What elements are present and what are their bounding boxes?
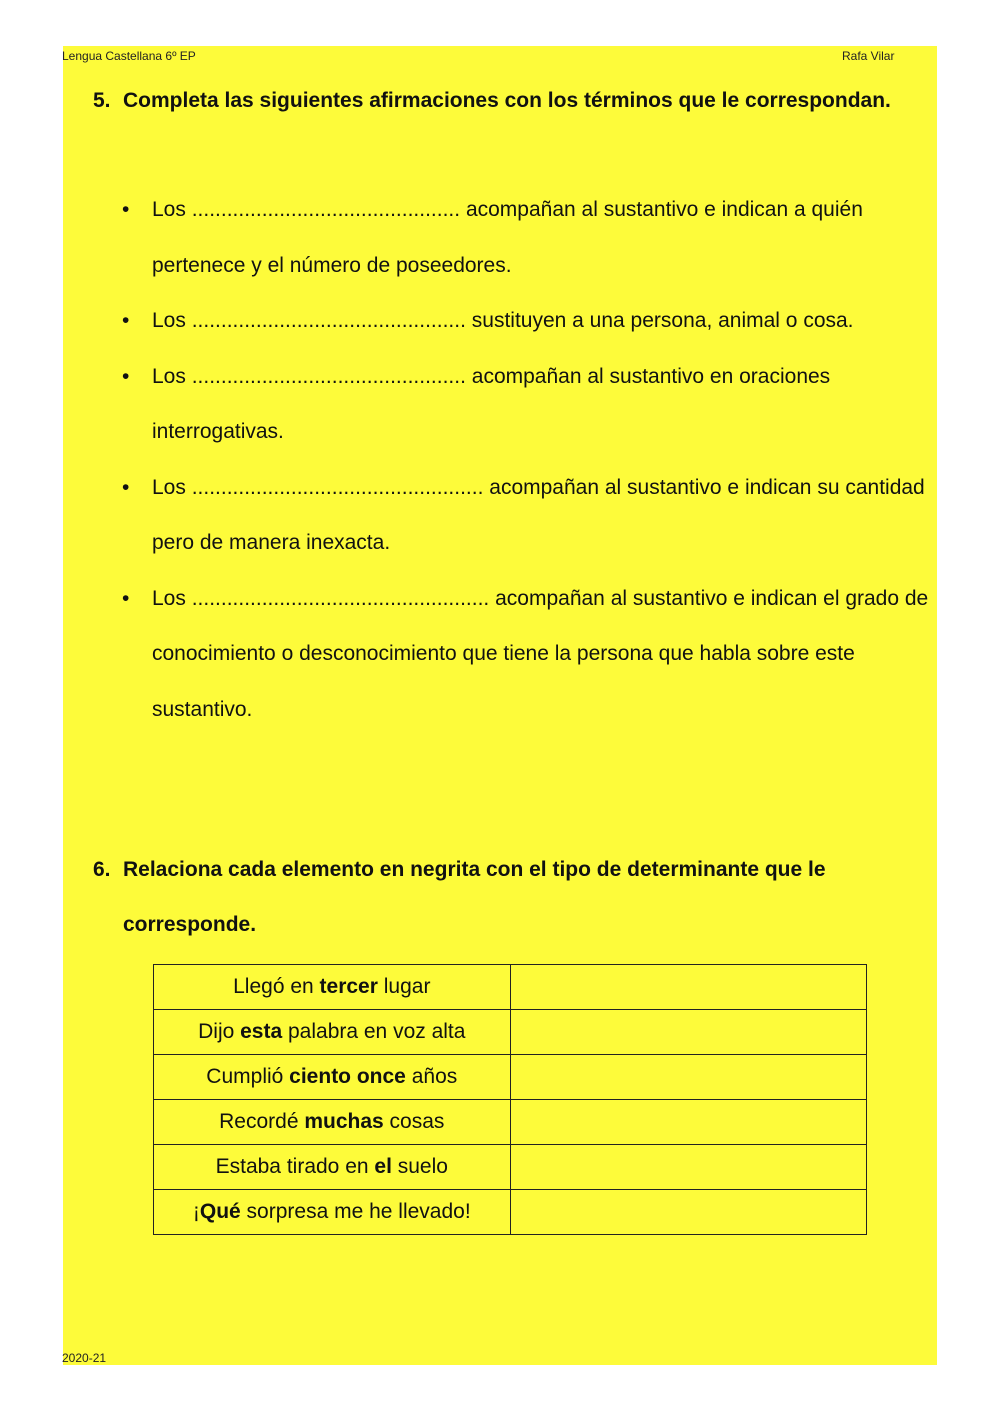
sentence-after: años bbox=[405, 1065, 458, 1088]
statement-text: acompañan al sustantivo e indican a quién pertenece y el número de poseedores. bbox=[152, 198, 863, 277]
statement-lead: Los bbox=[152, 364, 186, 388]
sentence-bold-word: muchas bbox=[304, 1110, 384, 1133]
sentence-cell bbox=[154, 1100, 511, 1145]
statement-lead: Los bbox=[152, 475, 186, 499]
sentence-before: Llegó en bbox=[233, 975, 320, 998]
sentence-bold-word: esta bbox=[240, 1020, 283, 1043]
sentence-bold-word: Qué bbox=[199, 1200, 241, 1223]
statement-text: acompañan al sustantivo en oraciones interrogativas. bbox=[152, 364, 831, 443]
sentence-cell bbox=[154, 965, 511, 1010]
header-subject: Lengua Castellana 6º EP bbox=[62, 49, 196, 63]
statement-lead: Los bbox=[152, 586, 186, 610]
statement-text: acompañan al sustantivo e indican su cantidad pero de manera inexacta. bbox=[152, 475, 925, 554]
table-row bbox=[154, 965, 867, 1010]
table-row bbox=[154, 1055, 867, 1100]
bullet-icon: • bbox=[122, 364, 130, 388]
bullet-icon: • bbox=[122, 586, 130, 610]
footer-year: 2020-21 bbox=[62, 1351, 107, 1365]
question-6-number: 6. bbox=[93, 858, 111, 881]
question-5-title: Completa las siguientes afirmaciones con los términos que le correspondan. bbox=[123, 89, 891, 112]
question-5 bbox=[93, 73, 933, 128]
sentence-before: ¡ bbox=[192, 1200, 200, 1223]
sentence-bold-word: tercer bbox=[319, 975, 378, 998]
statement-lead: Los bbox=[152, 309, 186, 332]
header-author: Rafa Vilar bbox=[842, 49, 895, 63]
sentence-after: palabra en voz alta bbox=[282, 1020, 466, 1043]
sentence-after: suelo bbox=[391, 1155, 448, 1178]
table-row bbox=[154, 1190, 867, 1235]
statement-lead: Los bbox=[152, 198, 186, 221]
answer-cell[interactable] bbox=[510, 1145, 866, 1190]
bullet-icon: • bbox=[122, 475, 130, 499]
sentence-cell bbox=[154, 1010, 511, 1055]
statement-text: acompañan al sustantivo e indican el grado de conocimiento o desconocimiento que tiene la persona que habla sobre este sustantivo. bbox=[152, 586, 929, 721]
question-6 bbox=[93, 842, 933, 952]
sentence-before: Recordé bbox=[219, 1110, 305, 1133]
statement-item bbox=[120, 182, 935, 293]
table-row bbox=[154, 1010, 867, 1055]
table-row bbox=[154, 1145, 867, 1190]
statement-item bbox=[120, 571, 935, 738]
question-5-statements bbox=[120, 182, 935, 737]
bullet-icon: • bbox=[122, 309, 130, 332]
matching-table bbox=[153, 964, 867, 1235]
fill-in-blank[interactable]: ............................................... bbox=[191, 364, 466, 388]
answer-cell[interactable] bbox=[510, 965, 866, 1010]
fill-in-blank[interactable]: .............................................. bbox=[191, 198, 461, 221]
question-6-title: Relaciona cada elemento en negrita con el tipo de determinante que le corresponde. bbox=[123, 858, 826, 936]
sentence-after: cosas bbox=[383, 1110, 445, 1133]
fill-in-blank[interactable]: .................................................. bbox=[191, 475, 484, 499]
answer-cell[interactable] bbox=[510, 1055, 866, 1100]
answer-cell[interactable] bbox=[510, 1010, 866, 1055]
sentence-cell bbox=[154, 1190, 511, 1235]
sentence-cell bbox=[154, 1055, 511, 1100]
sentence-before: Cumplió bbox=[206, 1065, 290, 1088]
statement-item bbox=[120, 293, 935, 349]
bullet-icon: • bbox=[122, 198, 130, 221]
fill-in-blank[interactable]: ............................................... bbox=[191, 309, 466, 332]
table-row bbox=[154, 1100, 867, 1145]
sentence-bold-word: ciento once bbox=[289, 1065, 406, 1088]
statement-item bbox=[120, 349, 935, 460]
statement-item bbox=[120, 460, 935, 571]
fill-in-blank[interactable]: ................................................... bbox=[191, 586, 490, 610]
sentence-before: Estaba tirado en bbox=[215, 1155, 375, 1178]
sentence-after: sorpresa me he llevado! bbox=[240, 1200, 471, 1223]
sentence-before: Dijo bbox=[198, 1020, 241, 1043]
answer-cell[interactable] bbox=[510, 1100, 866, 1145]
sentence-bold-word: el bbox=[374, 1155, 392, 1178]
statement-text: sustituyen a una persona, animal o cosa. bbox=[471, 309, 854, 332]
sentence-after: lugar bbox=[377, 975, 431, 998]
sentence-cell bbox=[154, 1145, 511, 1190]
answer-cell[interactable] bbox=[510, 1190, 866, 1235]
question-5-number: 5. bbox=[93, 89, 111, 112]
